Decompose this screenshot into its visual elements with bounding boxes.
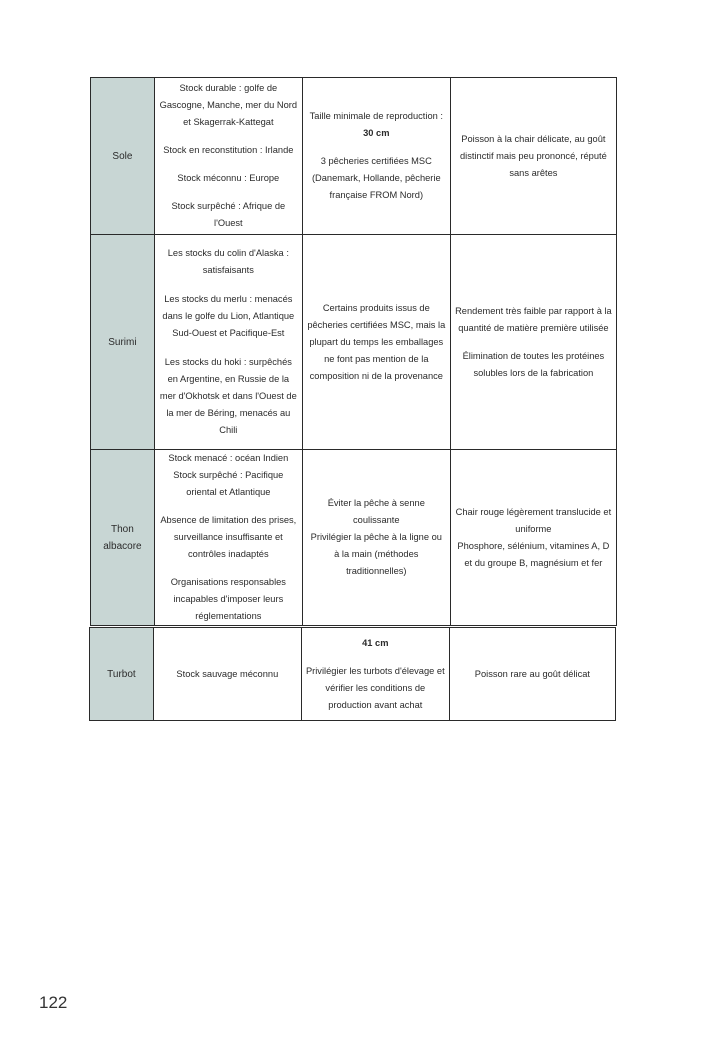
qualite-text: Phosphore, sélénium, vitamines A, D et du groupe B, magnésium et fer (457, 540, 610, 568)
qualite-text: Poisson à la chair délicate, au goût distinctif mais peu prononcé, réputé sans arêtes (460, 133, 607, 178)
fish-table (90, 77, 617, 626)
size-label: 30 cm (363, 128, 390, 138)
stock-text: Stock durable : golfe de Gascogne, Manche, mer du Nord et Skagerrak-Kattegat (159, 83, 298, 127)
stock-text: Organisations responsables incapables d'imposer leurs réglementations (170, 577, 286, 621)
stock-text: Stock méconnu : Europe (177, 173, 280, 183)
qualite-cell (450, 450, 616, 626)
conseil-text: 3 pêcheries certifiées MSC (Danemark, Hollande, pêcherie française FROM Nord) (311, 156, 441, 200)
stock-cell (154, 78, 302, 235)
stock-text: Les stocks du merlu : menacés dans le golfe du Lion, Atlantique Sud-Ouest et Pacifique-Est (162, 294, 295, 338)
conseil-text: Taille minimale de reproduction : (309, 111, 443, 121)
table-row (91, 235, 617, 450)
qualite-text: Rendement très faible par rapport à la quantité de matière première utilisée (455, 305, 612, 333)
table-row (91, 78, 617, 235)
qualite-text: Chair rouge légèrement translucide et uniforme (455, 506, 612, 534)
conseil-cell (302, 450, 450, 626)
stock-text: Stock sauvage méconnu (176, 668, 279, 679)
qualite-cell (449, 628, 615, 721)
stock-text: Stock surpêché : Afrique de l'Ouest (171, 201, 286, 228)
stock-cell (153, 628, 301, 721)
row-name: Surimi (91, 235, 155, 450)
stock-text: Stock en reconstitution : Irlande (163, 145, 294, 155)
size-label: 41 cm (362, 637, 389, 648)
conseil-cell (301, 628, 449, 721)
conseil-cell (302, 235, 450, 450)
qualite-cell (450, 235, 616, 450)
conseil-text: Privilégier les turbots d'élevage et vérifier les conditions de production avant achat (305, 665, 445, 710)
table-row (91, 450, 617, 626)
stock-text: Absence de limitation des prises, surveillance insuffisante et contrôles inadaptés (160, 515, 297, 559)
qualite-text: Poisson rare au goût délicat (474, 668, 591, 679)
stock-text: Stock surpêché : Pacifique oriental et Atlantique (173, 470, 284, 497)
page-number: 122 (39, 993, 68, 1012)
conseil-text: Certains produits issus de pêcheries certifiées MSC, mais la plupart du temps les emballages ne font pas mention de la composition ni de la provenance (307, 302, 446, 381)
row-name: Turbot (90, 628, 154, 721)
row-name: Sole (91, 78, 155, 235)
qualite-text: Élimination de toutes les protéines solubles lors de la fabrication (462, 350, 605, 378)
fish-table-continued (89, 627, 616, 721)
stock-text: Les stocks du colin d'Alaska : satisfaisants (167, 248, 289, 275)
table-row (90, 628, 616, 721)
stock-cell (154, 450, 302, 626)
conseil-text: Privilégier la pêche à la ligne ou à la main (méthodes traditionnelles) (310, 532, 442, 576)
row-name: Thon albacore (91, 450, 155, 626)
stock-cell (154, 235, 302, 450)
conseil-cell (302, 78, 450, 235)
qualite-cell (450, 78, 616, 235)
stock-text: Les stocks du hoki : surpêchés en Argentine, en Russie de la mer d'Okhotsk et dans l'Ouest de la mer de Béring, menacés au Chili (159, 357, 297, 435)
stock-text: Stock menacé : océan Indien (168, 453, 289, 463)
conseil-text: Éviter la pêche à senne coulissante (327, 498, 425, 525)
